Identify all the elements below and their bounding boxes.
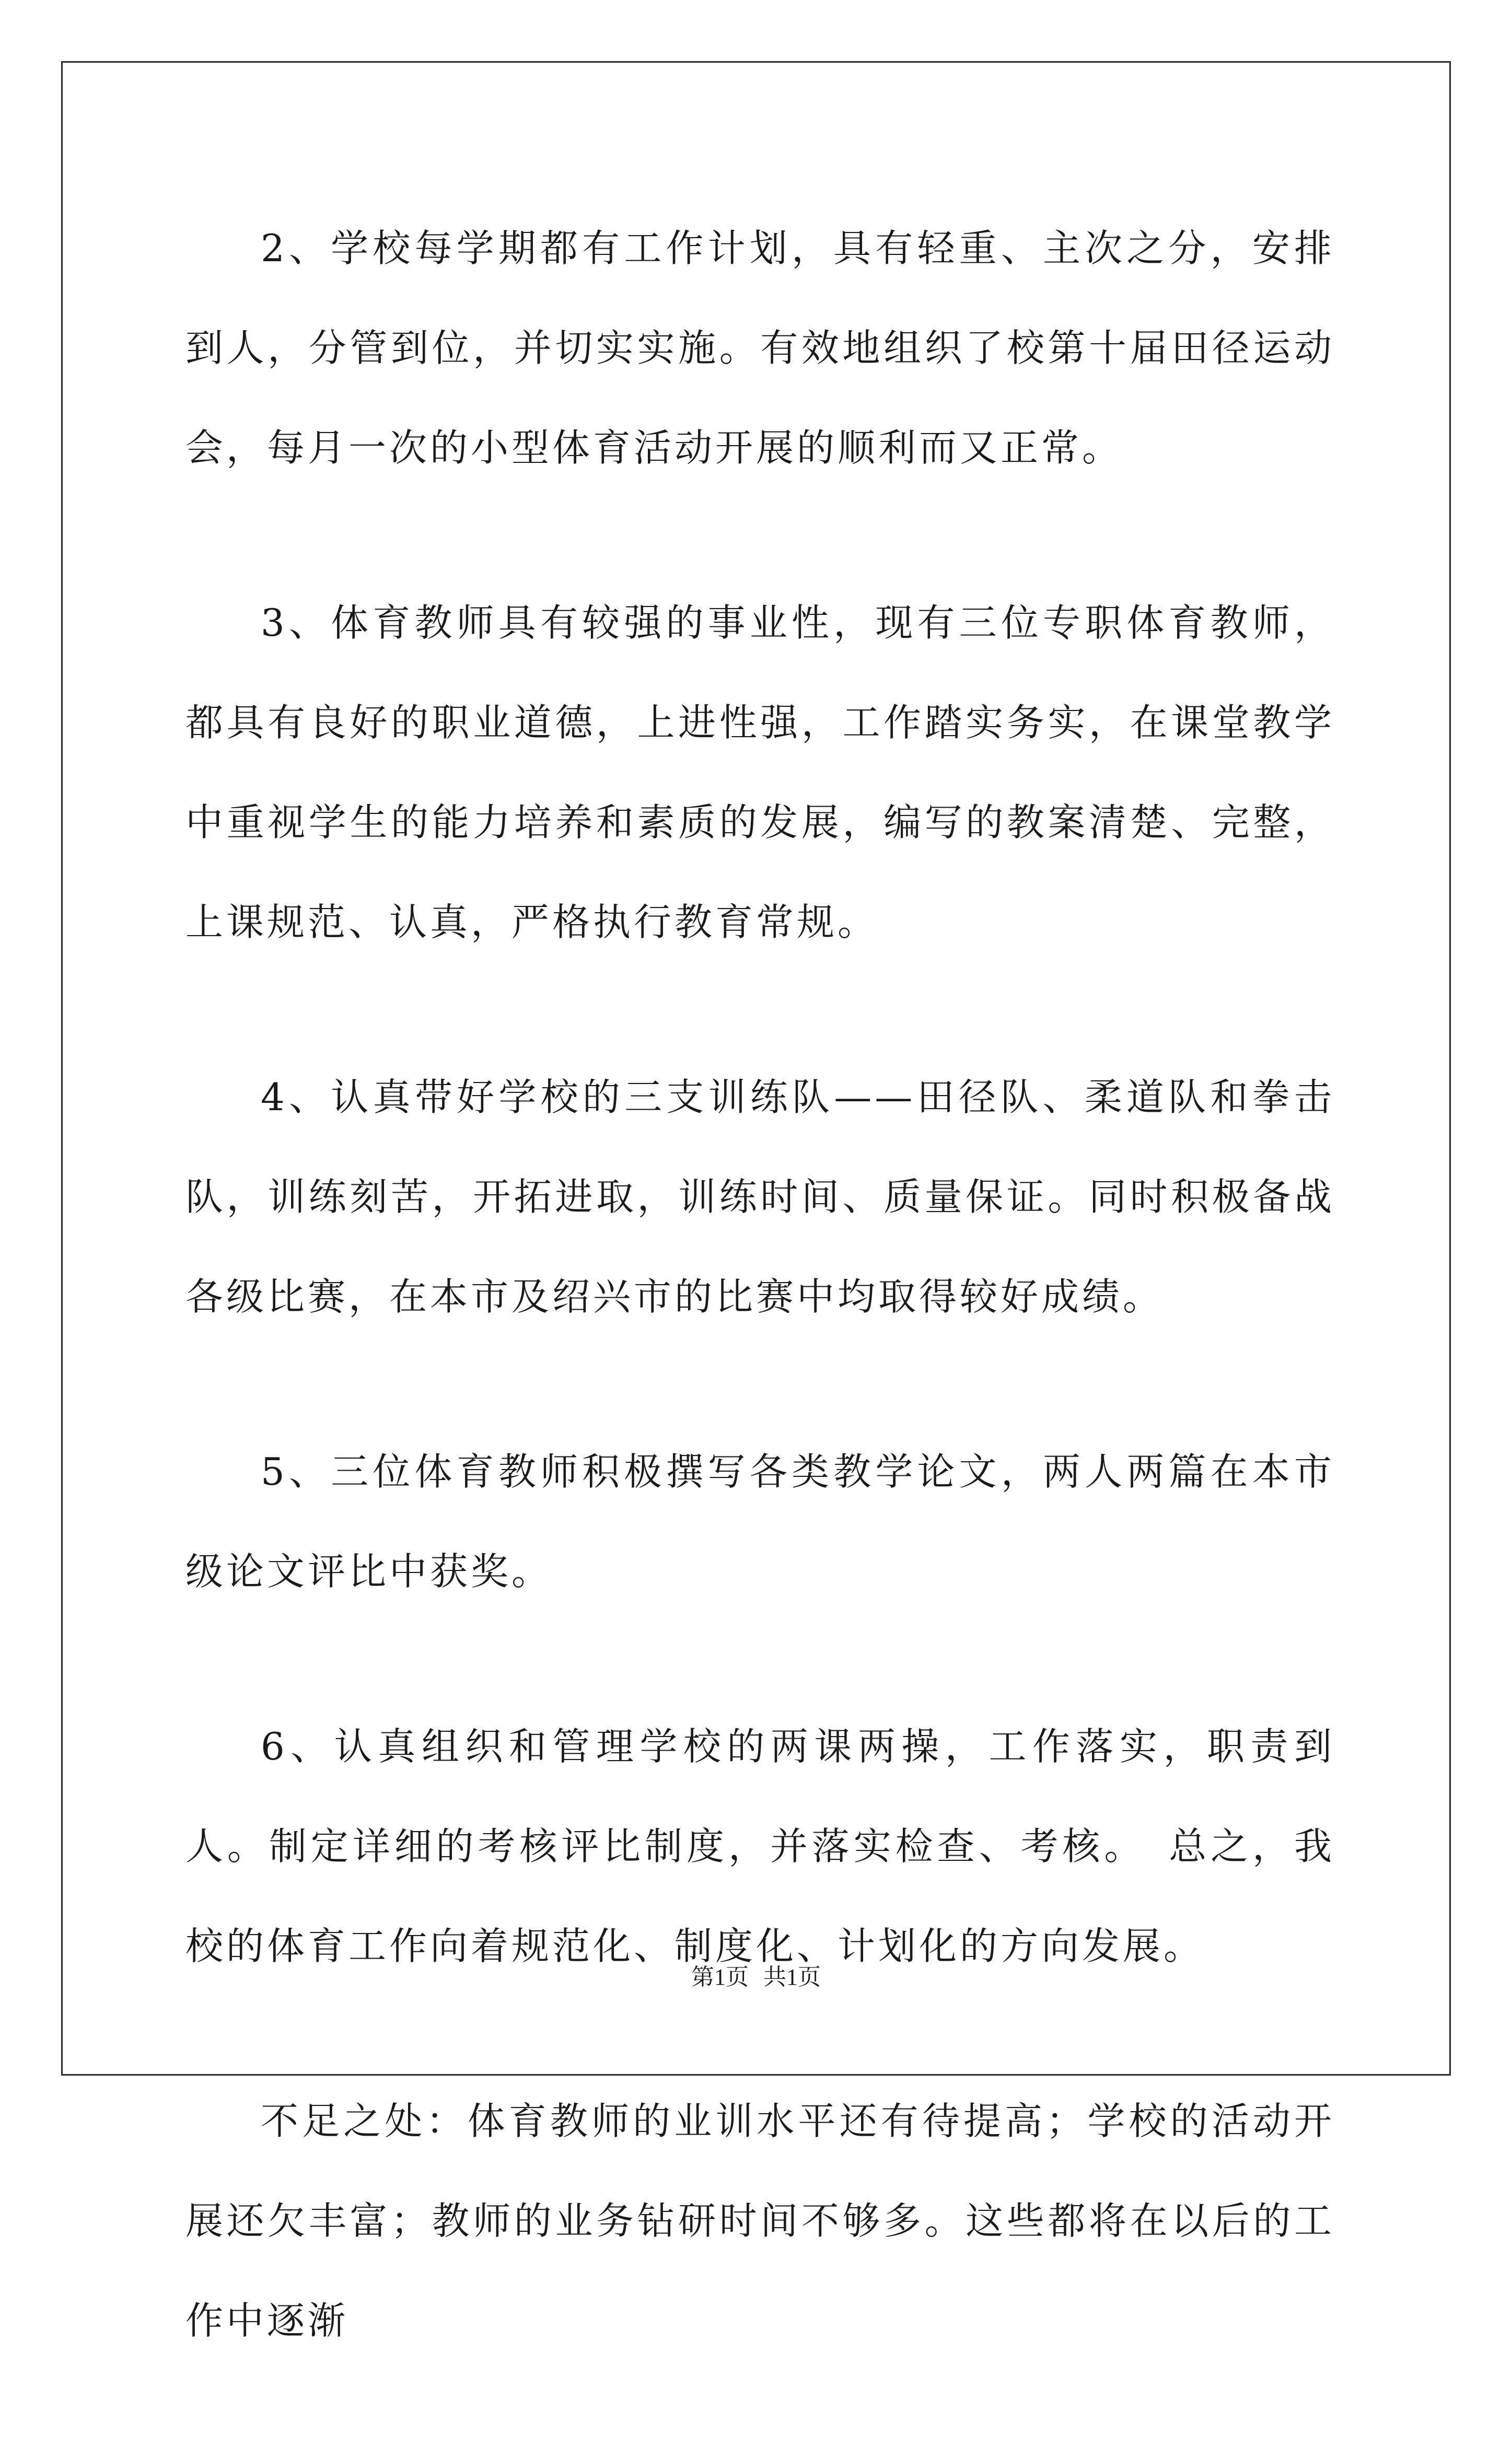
paragraph-item-2: 2、学校每学期都有工作计划，具有轻重、主次之分，安排到人，分管到位，并切实实施。有效地组织了校第十届田径运动会，每月一次的小型体育活动开展的顺利而又正常。: [185, 226, 1335, 470]
paragraph-shortcomings: 不足之处：体育教师的业训水平还有待提高；学校的活动开展还欠丰富；教师的业务钻研时间不够多。这些都将在以后的工作中逐渐: [185, 2099, 1335, 2343]
document-body: [185, 199, 1335, 2446]
paragraph-item-6: 6、认真组织和管理学校的两课两操，工作落实，职责到人。制定详细的考核评比制度，并落实检查、考核。 总之，我校的体育工作向着规范化、制度化、计划化的方向发展。: [185, 1725, 1335, 1968]
page-footer: [0, 1958, 1512, 1991]
paragraph-item-5: 5、三位体育教师积极撰写各类教学论文，两人两篇在本市级论文评比中获奖。: [185, 1450, 1335, 1593]
paragraph-item-3: 3、体育教师具有较强的事业性，现有三位专职体育教师，都具有良好的职业道德，上进性强，工作踏实务实，在课堂教学中重视学生的能力培养和素质的发展，编写的教案清楚、完整，上课规范、认真，严格执行教育常规。: [185, 601, 1335, 944]
page-number-current: 第1页: [691, 1964, 749, 1990]
page-number-total: 共1页: [763, 1964, 821, 1990]
paragraph-item-4: 4、认真带好学校的三支训练队——田径队、柔道队和拳击队，训练刻苦，开拓进取，训练时间、质量保证。同时积极备战各级比赛，在本市及绍兴市的比赛中均取得较好成绩。: [185, 1075, 1335, 1319]
